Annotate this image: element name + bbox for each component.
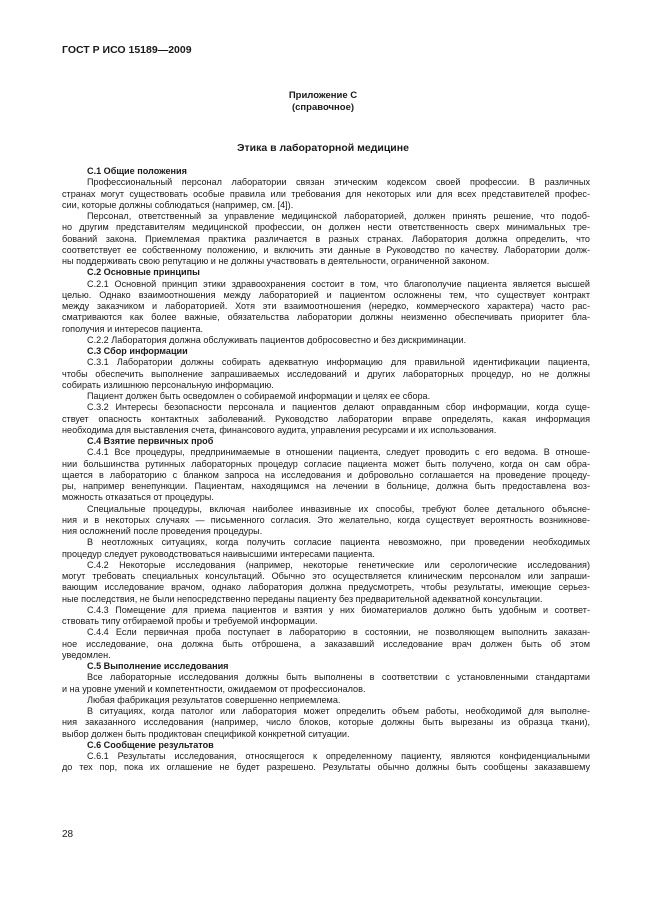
subsection-heading — [62, 346, 590, 357]
text-line: В ситуациях, когда патолог или лаборатория может определить объем работы, необходимой для выполне- — [87, 706, 590, 716]
text-line: соответствует ее собственному положению, и включить эти данные в Руководство по качеству. Лаборатории долж- — [62, 244, 590, 255]
paragraph — [62, 695, 590, 706]
text-line: сии, которые должны соблюдаться (например, см. [4]). — [62, 199, 294, 210]
text-line: Профессиональный персонал лаборатории связан этическим кодексом своей профессии. В различных — [87, 177, 590, 188]
text-line: Персонал, ответственный за управление медицинской лабораторией, должен принять решение, что подоб- — [87, 211, 590, 221]
annex-type: (справочное) — [291, 101, 355, 113]
text-line: процедур следует руководствоваться наивысшими интересами пациента. — [62, 548, 375, 559]
paragraph — [62, 357, 590, 391]
text-line: С.3.2 Интересы безопасности персонала и пациентов делают оправданным сбор информации, когда суще- — [87, 402, 590, 413]
text-line: сматриваются как более важные, обязательства лаборатории должны неизменно обеспечивать приоритет бла- — [62, 312, 590, 323]
text-line: странах могут существовать особые правила или требования для некоторых или для всех представителей профес- — [62, 188, 590, 199]
text-line: необходима для выставления счета, финансового аудита, управления ресурсами и их использования. — [62, 424, 497, 435]
text-line: бований закона. Приемлемая практика различается в разных странах. Лаборатория должна определить, что — [62, 233, 590, 244]
text-line: чтобы обеспечить выполнение запрашиваемых исследований и других лабораторных процедур, но не должны — [62, 368, 590, 379]
text-line: ры, например венепункции. Пациентам, находящимся на лечении в больнице, должна быть предоставлена воз- — [62, 481, 590, 491]
paragraph — [62, 605, 590, 628]
paragraph — [62, 279, 590, 335]
text-line: Любая фабрикация результатов совершенно неприемлема. — [87, 694, 341, 705]
text-line: можность отказаться от процедуры. — [62, 492, 214, 503]
text-line: Пациент должен быть осведомлен о собираемой информации и целях ее сбора. — [87, 391, 431, 401]
text-line: С.6.1 Результаты исследования, относящегося к определенному пациенту, являются конфиденциальными — [87, 751, 590, 761]
document-body — [62, 166, 590, 774]
text-line: ны поддерживать свою репутацию и не должны участвовать в деятельности, ограниченной законом. — [62, 256, 490, 266]
text-line: вающим исследование врачом, однако лаборатория должна предусмотреть, чтобы результаты, имеющие серьез- — [62, 582, 590, 593]
text-line: ния осложнений после проведения процедуры. — [62, 526, 263, 536]
section-title: Этика в лабораторной медицине — [237, 142, 409, 154]
text-line: В неотложных ситуациях, когда получить согласие пациента невозможно, при проведении необходимых — [87, 537, 590, 548]
text-line: С.4.1 Все процедуры, предпринимаемые в отношении пациента, следует проводить с его ведома. В отноше- — [87, 447, 590, 458]
text-line: целью. Однако взаимоотношения между лабораторией и пациентом осложнены тем, что существует контракт — [62, 289, 590, 300]
subsection-heading — [62, 740, 590, 751]
text-line: С.4.2 Некоторые исследования (например, некоторые генетические или серологические исследования) — [87, 559, 590, 570]
text-line: до тех пор, пока их оглашение не будет разрешено. Результаты обычно должны быть сообщены заказавшему — [62, 762, 590, 773]
subsection-heading — [62, 436, 590, 447]
text-line: С.3.1 Лаборатории должны собирать адекватную информацию для правильной идентификации пациента, — [87, 357, 590, 368]
paragraph — [62, 560, 590, 605]
page-number: 28 — [62, 829, 74, 840]
text-line: С.5 Выполнение исследования — [87, 661, 229, 671]
text-line: и на уровне умений и компетентности, ожидаемом от профессионалов. — [62, 683, 366, 694]
text-line: С.6 Сообщение результатов — [87, 739, 214, 750]
paragraph — [62, 751, 590, 774]
text-line: ное исследование, она должна быть отброшена, а заказавший исследование врач должен быть об этом — [62, 638, 590, 649]
text-line: ствует опасность контактных заболеваний. Руководство лаборатории вправе определять, какая информация — [62, 413, 590, 424]
paragraph — [62, 335, 590, 346]
text-line: ния заказанного исследования (например, число блоков, которые должны быть вырезаны из образца ткани), — [62, 717, 590, 728]
text-line: между заказчиком и лабораторией. Хотя эти взаимоотношения (нередко, коммерческого характера) часто рас- — [62, 301, 590, 311]
text-line: С.4.3 Помещение для приема пациентов и взятия у них биоматериалов должно быть удобным и соответ- — [87, 604, 590, 615]
text-line: выбор должен быть продиктован спецификой конкретной ситуации. — [62, 728, 350, 739]
paragraph — [62, 672, 590, 695]
paragraph — [62, 402, 590, 436]
text-line: С.2.2 Лаборатория должна обслуживать пациентов добросовестно и без дискриминации. — [87, 334, 467, 345]
text-line: С.2 Основные принципы — [87, 267, 200, 278]
subsection-heading — [62, 267, 590, 278]
text-line: ные последствия, не были непосредственно переданы пациенту без предварительной адекватной консультации. — [62, 593, 543, 604]
text-line: С.2.1 Основной принцип этики здравоохранения состоит в том, что благополучие пациента является высшей — [87, 278, 590, 289]
text-line: С.3 Сбор информации — [87, 346, 188, 356]
text-line: С.4 Взятие первичных проб — [87, 436, 214, 446]
subsection-heading — [62, 661, 590, 672]
paragraph — [62, 447, 590, 503]
text-line: могут требовать специальных консультаций. Обычно это осуществляется клиническим персоналом или запраши- — [62, 571, 590, 581]
paragraph — [62, 627, 590, 661]
text-line: щается в лабораторию с бланком запроса на исследования и добровольно соглашается на проведение процеду- — [62, 469, 590, 480]
paragraph — [62, 211, 590, 267]
paragraph — [62, 537, 590, 560]
text-line: ствовать типу отбираемой пробы и требуемой информации. — [62, 616, 318, 626]
annex-label: Приложение С — [288, 90, 358, 101]
text-line: С.1 Общие положения — [87, 166, 187, 176]
text-line: собирать излишнюю персональную информацию. — [62, 379, 274, 390]
text-line: гополучия и интересов пациента. — [62, 323, 204, 334]
paragraph — [62, 706, 590, 740]
document-header: ГОСТ Р ИСО 15189—2009 — [62, 44, 192, 56]
subsection-heading — [62, 166, 590, 177]
paragraph — [62, 177, 590, 211]
text-line: уведомлен. — [62, 649, 111, 660]
text-line: Все лабораторные исследования должны быть выполнены в соответствии с установленными стандартами — [87, 672, 590, 683]
paragraph — [62, 391, 590, 402]
text-line: нии большинства рутинных лабораторных процедур согласие пациента может быть получено, когда он сам обра- — [62, 458, 590, 469]
text-line: ния и в некоторых случаях — письменного согласия. Это желательно, когда существует вероятность возникнове- — [62, 514, 590, 525]
text-line: но другим представителям медицинской профессии, он должен нести ответственность сверх минимальных тре- — [62, 222, 590, 233]
text-line: С.4.4 Если первичная проба поступает в лабораторию в состоянии, не позволяющем выполнить заказан- — [87, 627, 590, 638]
text-line: Специальные процедуры, включая наиболее инвазивные их способы, требуют более детального объясне- — [87, 503, 590, 514]
annex-heading — [0, 90, 646, 113]
paragraph — [62, 504, 590, 538]
